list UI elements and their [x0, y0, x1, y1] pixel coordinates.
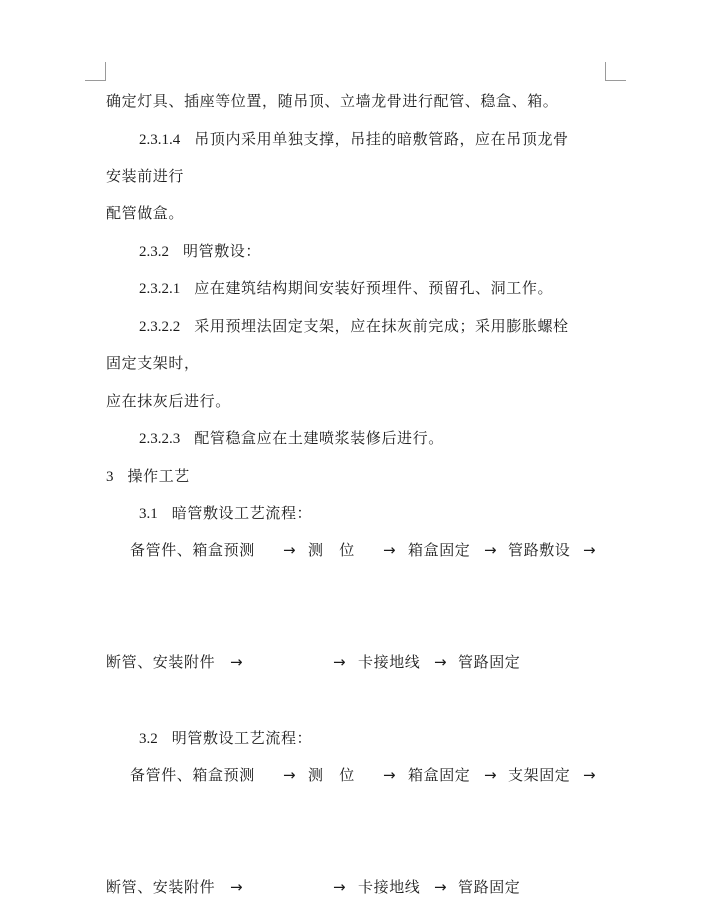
clause-number: 2.3.2	[139, 244, 169, 260]
flow-arrow: →	[484, 766, 498, 784]
section-title: 明管敷设工艺流程：	[171, 729, 313, 747]
clause-text: 明管敷设：	[183, 242, 262, 260]
section-title: 暗管敷设工艺流程：	[171, 504, 313, 522]
clause-2-3-2-1	[139, 278, 553, 299]
flow-row-concealed-2	[0, 652, 707, 672]
section-heading-3	[106, 466, 190, 487]
flow-step: 测 位	[308, 541, 355, 559]
section-number: 3	[106, 469, 114, 485]
clause-2-3-2	[139, 241, 261, 262]
flow-step: 管路敷设	[508, 541, 571, 559]
flow-arrow: →	[484, 541, 498, 559]
flow-arrow: →	[333, 878, 347, 896]
paragraph-text: 安装前进行	[106, 167, 185, 185]
clause-2-3-2-3	[139, 428, 444, 449]
flow-step: 支架固定	[508, 766, 571, 784]
flow-step: 卡接地线	[358, 653, 421, 671]
flow-step: 管路固定	[458, 653, 521, 671]
flow-step: 断管、安装附件	[106, 878, 216, 896]
clause-number: 2.3.2.1	[139, 281, 181, 297]
paragraph-line	[106, 353, 200, 373]
section-number: 3.1	[139, 506, 158, 522]
flow-step: 管路固定	[458, 878, 521, 896]
paragraph-line	[106, 203, 184, 223]
clause-text: 采用预埋法固定支架，应在抹灰前完成；采用膨胀螺栓	[194, 317, 569, 335]
crop-mark-left	[85, 62, 106, 81]
paragraph-text: 配管做盒。	[106, 204, 185, 222]
flow-row-exposed-1	[0, 765, 707, 785]
flow-arrow: →	[434, 878, 448, 896]
clause-number: 2.3.2.3	[139, 431, 181, 447]
paragraph-text: 确定灯具、插座等位置，随吊顶、立墙龙骨进行配管、稳盒、箱。	[106, 92, 559, 110]
flow-arrow: →	[383, 766, 397, 784]
section-heading-3-1	[139, 503, 312, 524]
flow-step: 卡接地线	[358, 878, 421, 896]
flow-arrow: →	[583, 541, 597, 559]
flow-step: 测 位	[308, 766, 355, 784]
flow-step: 箱盒固定	[408, 766, 471, 784]
paragraph-text: 应在抹灰后进行。	[106, 392, 231, 410]
section-number: 3.2	[139, 731, 158, 747]
clause-text: 配管稳盒应在土建喷浆装修后进行。	[194, 429, 444, 447]
flow-arrow: →	[283, 766, 297, 784]
flow-arrow: →	[230, 878, 244, 896]
flow-step: 断管、安装附件	[106, 653, 216, 671]
clause-number: 2.3.1.4	[139, 132, 181, 148]
flow-arrow: →	[383, 541, 397, 559]
paragraph-line	[106, 91, 558, 111]
clause-text: 应在建筑结构期间安装好预埋件、预留孔、洞工作。	[194, 279, 554, 297]
crop-mark-right	[605, 62, 626, 81]
paragraph-line	[106, 166, 184, 186]
flow-row-concealed-1	[0, 540, 707, 560]
flow-arrow: →	[230, 653, 244, 671]
flow-step: 箱盒固定	[408, 541, 471, 559]
section-heading-3-2	[139, 728, 312, 749]
clause-number: 2.3.2.2	[139, 319, 181, 335]
paragraph-text: 固定支架时，	[106, 354, 200, 372]
section-title: 操作工艺	[127, 467, 190, 485]
clause-text: 吊顶内采用单独支撑，吊挂的暗敷管路，应在吊顶龙骨	[194, 130, 569, 148]
flow-step: 备管件、箱盒预测	[130, 766, 255, 784]
flow-arrow: →	[283, 541, 297, 559]
flow-arrow: →	[583, 766, 597, 784]
clause-2-3-2-2	[139, 316, 569, 337]
flow-arrow: →	[434, 653, 448, 671]
flow-row-exposed-2	[0, 877, 707, 897]
flow-arrow: →	[333, 653, 347, 671]
clause-2-3-1-4	[139, 129, 569, 150]
flow-step: 备管件、箱盒预测	[130, 541, 255, 559]
paragraph-line	[106, 391, 231, 411]
